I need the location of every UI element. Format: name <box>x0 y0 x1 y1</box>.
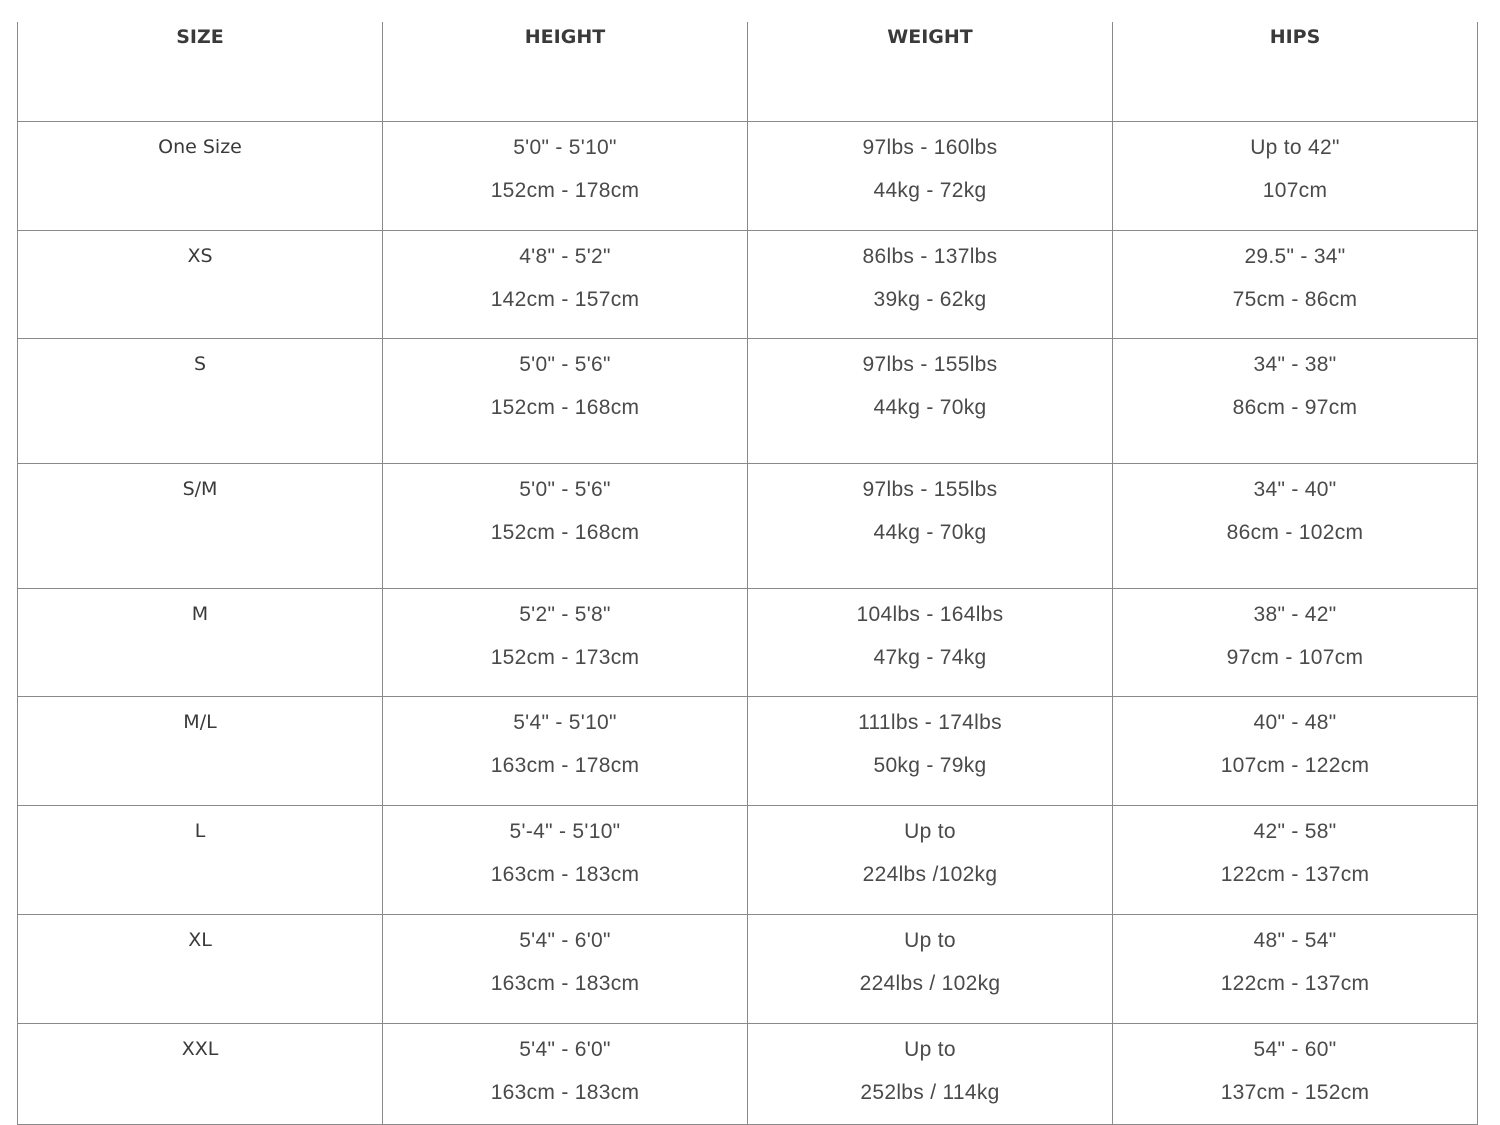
table-row <box>18 914 1478 1023</box>
weight-cell <box>748 914 1113 1023</box>
size-label: One Size <box>158 135 242 158</box>
height-cell <box>383 463 748 588</box>
size-label: S/M <box>182 477 218 500</box>
hips-cell <box>1113 463 1478 588</box>
size-cell <box>18 338 383 463</box>
hips-imperial: 29.5" - 34" <box>1244 244 1346 268</box>
height-imperial: 5'0" - 5'6" <box>519 477 611 501</box>
hips-imperial: Up to 42" <box>1250 135 1340 159</box>
height-cell <box>383 1023 748 1124</box>
height-metric: 152cm - 168cm <box>490 395 640 419</box>
table-row <box>18 230 1478 338</box>
size-cell <box>18 230 383 338</box>
weight-cell <box>748 230 1113 338</box>
table-row <box>18 463 1478 588</box>
size-label: XXL <box>181 1037 219 1060</box>
table-header <box>18 22 1478 121</box>
hips-metric: 86cm - 102cm <box>1226 520 1364 544</box>
size-label: XS <box>187 244 213 267</box>
hips-imperial: 40" - 48" <box>1253 710 1337 734</box>
hips-metric: 86cm - 97cm <box>1232 395 1358 419</box>
hips-cell <box>1113 588 1478 696</box>
header-height: HEIGHT <box>383 22 748 121</box>
height-cell <box>383 696 748 805</box>
size-cell <box>18 121 383 230</box>
hips-imperial: 42" - 58" <box>1253 819 1337 843</box>
weight-metric: 44kg - 72kg <box>873 178 987 202</box>
height-metric: 163cm - 183cm <box>490 862 640 886</box>
hips-cell <box>1113 1023 1478 1124</box>
weight-imperial: Up to <box>904 819 956 843</box>
weight-cell <box>748 1023 1113 1124</box>
table-row <box>18 121 1478 230</box>
table-body <box>18 121 1478 1124</box>
weight-imperial: 86lbs - 137lbs <box>862 244 998 268</box>
height-metric: 163cm - 183cm <box>490 971 640 995</box>
hips-metric: 97cm - 107cm <box>1226 645 1364 669</box>
size-chart-table <box>17 22 1478 1125</box>
weight-metric: 224lbs / 102kg <box>859 971 1001 995</box>
height-metric: 152cm - 173cm <box>490 645 640 669</box>
weight-imperial: Up to <box>904 928 956 952</box>
height-imperial: 5'0" - 5'10" <box>513 135 617 159</box>
size-label: M/L <box>183 710 217 733</box>
hips-imperial: 34" - 38" <box>1253 352 1337 376</box>
height-imperial: 5'2" - 5'8" <box>519 602 611 626</box>
size-cell <box>18 914 383 1023</box>
weight-cell <box>748 805 1113 914</box>
height-imperial: 5'0" - 5'6" <box>519 352 611 376</box>
size-label: XL <box>188 928 212 951</box>
hips-metric: 137cm - 152cm <box>1220 1080 1370 1104</box>
hips-cell <box>1113 230 1478 338</box>
height-imperial: 5'4" - 6'0" <box>519 928 611 952</box>
weight-metric: 44kg - 70kg <box>873 520 987 544</box>
hips-cell <box>1113 696 1478 805</box>
hips-cell <box>1113 805 1478 914</box>
height-imperial: 4'8" - 5'2" <box>519 244 611 268</box>
size-label: M <box>191 602 209 625</box>
weight-cell <box>748 121 1113 230</box>
weight-imperial: 97lbs - 155lbs <box>862 477 998 501</box>
table-row <box>18 1023 1478 1124</box>
height-cell <box>383 230 748 338</box>
hips-cell <box>1113 121 1478 230</box>
size-label: S <box>193 352 207 375</box>
weight-metric: 252lbs / 114kg <box>860 1080 1000 1104</box>
weight-metric: 224lbs /102kg <box>862 862 998 886</box>
height-imperial: 5'4" - 6'0" <box>519 1037 611 1061</box>
weight-imperial: 97lbs - 160lbs <box>862 135 998 159</box>
height-imperial: 5'4" - 5'10" <box>513 710 617 734</box>
hips-metric: 75cm - 86cm <box>1232 287 1358 311</box>
weight-imperial: 104lbs - 164lbs <box>856 602 1004 626</box>
height-cell <box>383 588 748 696</box>
height-metric: 152cm - 178cm <box>490 178 640 202</box>
weight-cell <box>748 588 1113 696</box>
weight-metric: 50kg - 79kg <box>873 753 987 777</box>
size-cell <box>18 696 383 805</box>
hips-imperial: 48" - 54" <box>1253 928 1337 952</box>
hips-imperial: 54" - 60" <box>1253 1037 1337 1061</box>
hips-cell <box>1113 338 1478 463</box>
header-size: SIZE <box>18 22 383 121</box>
height-metric: 142cm - 157cm <box>490 287 640 311</box>
height-metric: 163cm - 178cm <box>490 753 640 777</box>
size-cell <box>18 805 383 914</box>
height-cell <box>383 914 748 1023</box>
hips-imperial: 38" - 42" <box>1253 602 1337 626</box>
header-weight: WEIGHT <box>748 22 1113 121</box>
weight-metric: 44kg - 70kg <box>873 395 987 419</box>
header-row <box>18 22 1478 121</box>
weight-imperial: Up to <box>904 1037 956 1061</box>
height-metric: 152cm - 168cm <box>490 520 640 544</box>
hips-metric: 107cm - 122cm <box>1220 753 1370 777</box>
size-cell <box>18 1023 383 1124</box>
table-row <box>18 696 1478 805</box>
size-cell <box>18 588 383 696</box>
hips-metric: 122cm - 137cm <box>1220 971 1370 995</box>
weight-metric: 47kg - 74kg <box>873 645 987 669</box>
table-row <box>18 588 1478 696</box>
weight-imperial: 97lbs - 155lbs <box>862 352 998 376</box>
size-cell <box>18 463 383 588</box>
weight-metric: 39kg - 62kg <box>873 287 987 311</box>
height-cell <box>383 805 748 914</box>
table-row <box>18 805 1478 914</box>
height-cell <box>383 338 748 463</box>
hips-metric: 107cm <box>1262 178 1328 202</box>
hips-imperial: 34" - 40" <box>1253 477 1337 501</box>
size-label: L <box>194 819 206 842</box>
weight-cell <box>748 338 1113 463</box>
height-imperial: 5'-4" - 5'10" <box>509 819 621 843</box>
hips-metric: 122cm - 137cm <box>1220 862 1370 886</box>
table-row <box>18 338 1478 463</box>
weight-cell <box>748 463 1113 588</box>
hips-cell <box>1113 914 1478 1023</box>
header-hips: HIPS <box>1113 22 1478 121</box>
height-metric: 163cm - 183cm <box>490 1080 640 1104</box>
weight-cell <box>748 696 1113 805</box>
weight-imperial: 111lbs - 174lbs <box>858 710 1002 734</box>
height-cell <box>383 121 748 230</box>
